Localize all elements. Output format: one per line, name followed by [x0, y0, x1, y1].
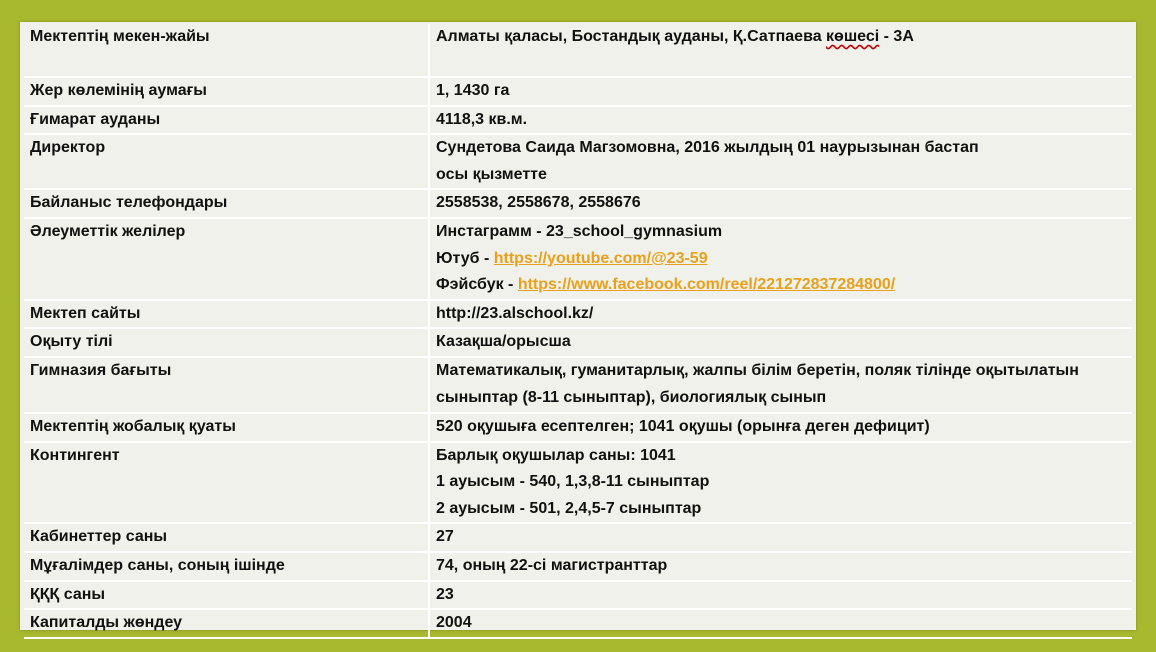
value-text: 2558538, 2558678, 2558676: [436, 194, 641, 212]
value-text: 1 ауысым - 540, 1,3,8-11 сыныптар: [436, 473, 710, 491]
table-row: [24, 442, 1132, 524]
table-row: [24, 609, 1132, 638]
value-text: http://23.alschool.kz/: [436, 304, 594, 322]
row-value: [429, 413, 1132, 442]
row-value: [429, 300, 1132, 329]
row-value: [429, 552, 1132, 581]
value-text: 4118,3 кв.м.: [436, 110, 528, 128]
row-value: [429, 442, 1132, 524]
value-line: [436, 78, 1132, 105]
value-line: [436, 582, 1132, 609]
table-row: [24, 24, 1132, 77]
value-line: [436, 246, 1132, 273]
value-text: - 3А: [879, 28, 914, 45]
table-row: [24, 413, 1132, 442]
row-label: Капиталды жөндеу: [24, 609, 429, 638]
value-line: [436, 469, 1132, 496]
row-value: [429, 581, 1132, 610]
row-value: [429, 106, 1132, 135]
value-text: Сундетова Саида Магзомовна, 2016 жылдың 01 наурызынан бастап: [436, 139, 979, 157]
value-text: Барлық оқушылар саны: 1041: [436, 446, 676, 464]
value-text: 2004: [436, 614, 472, 632]
value-text: Математикалық, гуманитарлық, жалпы білім беретін, поляк тілінде оқытылатын: [436, 361, 1079, 379]
table-row: [24, 523, 1132, 552]
value-text: 27: [436, 528, 454, 546]
value-line: [436, 329, 1132, 356]
value-text: Фэйсбук -: [436, 276, 518, 294]
row-label: Мектеп сайты: [24, 300, 429, 329]
row-label: Байланыс телефондары: [24, 189, 429, 218]
value-line: [436, 496, 1132, 523]
value-line: [436, 107, 1132, 134]
value-line: [436, 162, 1132, 189]
row-label: Ғимарат ауданы: [24, 106, 429, 135]
school-info-table: [24, 24, 1132, 639]
value-text: осы қызметте: [436, 165, 547, 183]
value-text: 23: [436, 585, 454, 603]
row-label: Мұғалімдер саны, соның ішінде: [24, 552, 429, 581]
row-label: Гимназия бағыты: [24, 357, 429, 413]
table-row: [24, 300, 1132, 329]
url-link[interactable]: https://www.facebook.com/reel/221272837284800/: [517, 276, 896, 294]
row-label: Кабинеттер саны: [24, 523, 429, 552]
row-label: Мектептің мекен-жайы: [24, 24, 429, 77]
value-text: 74, оның 22-сі магистранттар: [436, 556, 668, 574]
row-value: [429, 77, 1132, 106]
value-line: [436, 190, 1132, 217]
value-text: Ютуб -: [436, 249, 494, 267]
row-value: [429, 328, 1132, 357]
table-row: [24, 218, 1132, 300]
row-label: Әлеуметтік желілер: [24, 218, 429, 300]
value-line: [436, 358, 1132, 385]
row-value: [429, 189, 1132, 218]
value-line: [436, 24, 1132, 51]
row-label: ҚҚҚ саны: [24, 581, 429, 610]
value-text: Алматы қаласы, Бостандық ауданы, Қ.Сатпаева: [436, 28, 827, 45]
url-link[interactable]: https://youtube.com/@23-59: [493, 249, 708, 267]
table-row: [24, 77, 1132, 106]
row-label: Оқыту тілі: [24, 328, 429, 357]
table-row: [24, 552, 1132, 581]
row-value: [429, 357, 1132, 413]
value-text: Казақша/орысша: [436, 333, 571, 351]
row-value: [429, 609, 1132, 638]
row-label: Директор: [24, 134, 429, 189]
row-label: Мектептің жобалық қуаты: [24, 413, 429, 442]
value-line: [436, 414, 1132, 441]
table-row: [24, 189, 1132, 218]
value-line: [436, 272, 1132, 299]
value-line: [436, 610, 1132, 637]
row-value: [429, 134, 1132, 189]
table-body: [24, 24, 1132, 638]
table-row: [24, 328, 1132, 357]
value-line: [436, 135, 1132, 162]
table-row: [24, 134, 1132, 189]
table-row: [24, 581, 1132, 610]
value-line: [436, 219, 1132, 246]
value-line: [436, 524, 1132, 551]
value-line: [436, 553, 1132, 580]
value-line: [436, 385, 1132, 412]
row-label: Контингент: [24, 442, 429, 524]
value-line: [436, 443, 1132, 470]
row-value: [429, 218, 1132, 300]
value-line: [436, 301, 1132, 328]
row-value: [429, 523, 1132, 552]
value-text: Инстаграмм - 23_school_gymnasium: [436, 222, 723, 240]
value-text: 520 оқушыға есептелген; 1041 оқушы (орынға деген дефицит): [436, 417, 930, 435]
value-text: 1, 1430 га: [436, 82, 510, 99]
row-label: Жер көлемінің аумағы: [24, 77, 429, 106]
table-row: [24, 106, 1132, 135]
table-row: [24, 357, 1132, 413]
value-text: сыныптар (8-11 сыныптар), биологиялық сынып: [436, 388, 827, 406]
row-value: [429, 24, 1132, 77]
value-text: 2 ауысым - 501, 2,4,5-7 сыныптар: [436, 499, 702, 517]
spellcheck-word: көшесі: [826, 28, 880, 45]
